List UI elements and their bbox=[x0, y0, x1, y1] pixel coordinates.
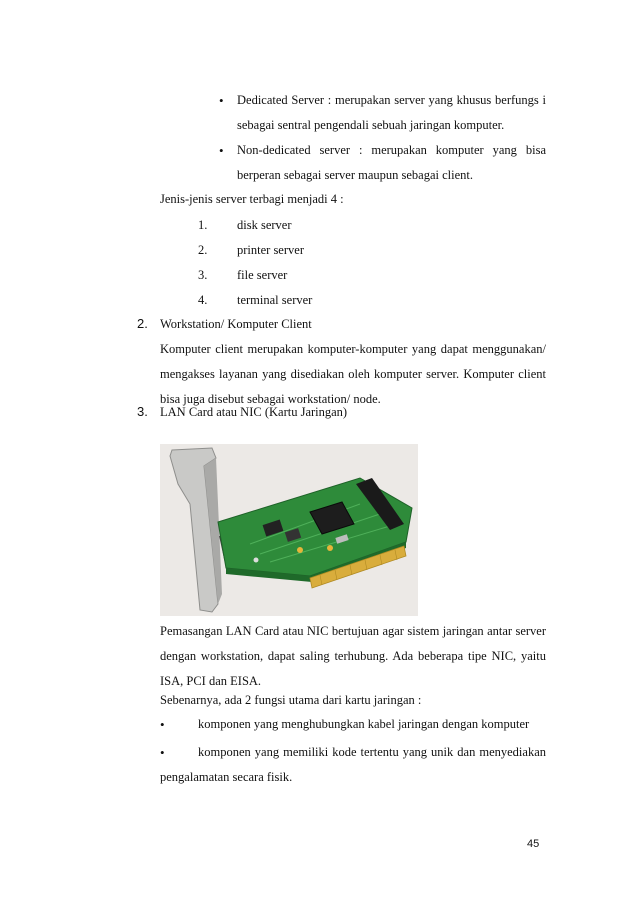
paragraph-line: bisa juga disebut sebagai workstation/ node. bbox=[160, 392, 381, 406]
bullet-dot: • bbox=[219, 143, 224, 158]
list-number: 3. bbox=[198, 268, 208, 282]
section-number: 3. bbox=[137, 404, 148, 419]
fungsi-item-continuation: pengalamatan secara fisik. bbox=[160, 770, 293, 784]
fungsi-intro: Sebenarnya, ada 2 fungsi utama dari kartu jaringan : bbox=[160, 693, 422, 707]
paragraph-line: Komputer client merupakan komputer-komputer yang dapat menggunakan/ bbox=[160, 342, 546, 356]
non-dedicated-server-line2: berperan sebagai server maupun sebagai client. bbox=[237, 168, 474, 182]
bullet-dot: • bbox=[160, 745, 165, 760]
fungsi-item: komponen yang memiliki kode tertentu yang unik dan menyediakan bbox=[198, 745, 546, 759]
paragraph-line: mengakses layanan yang disediakan oleh komputer server. Komputer client bbox=[160, 367, 546, 381]
bullet-dot: • bbox=[219, 93, 224, 108]
list-item: terminal server bbox=[237, 293, 313, 307]
list-number: 2. bbox=[198, 243, 208, 257]
paragraph-line: dengan workstation, dapat saling terhubung. Ada beberapa tipe NIC, yaitu bbox=[160, 649, 546, 663]
list-item: file server bbox=[237, 268, 288, 282]
dedicated-server-line2: sebagai sentral pengendali sebuah jaringan komputer. bbox=[237, 118, 505, 132]
list-item: printer server bbox=[237, 243, 304, 257]
lan-card-drawing bbox=[160, 444, 418, 616]
paragraph-line: Pemasangan LAN Card atau NIC bertujuan agar sistem jaringan antar server bbox=[160, 624, 546, 638]
page-number: 45 bbox=[527, 838, 540, 850]
bullet-dot: • bbox=[160, 717, 165, 732]
lan-card-image bbox=[160, 444, 418, 616]
section-title: LAN Card atau NIC (Kartu Jaringan) bbox=[160, 405, 348, 419]
list-item: disk server bbox=[237, 218, 292, 232]
non-dedicated-server-line1: Non-dedicated server : merupakan komputer yang bisa bbox=[237, 143, 546, 157]
jenis-intro: Jenis-jenis server terbagi menjadi 4 : bbox=[160, 192, 344, 206]
list-number: 1. bbox=[198, 218, 208, 232]
section-number: 2. bbox=[137, 316, 148, 331]
section-title: Workstation/ Komputer Client bbox=[160, 317, 312, 331]
dedicated-server-line1: Dedicated Server : merupakan server yang khusus berfungs i bbox=[237, 93, 546, 107]
fungsi-item: komponen yang menghubungkan kabel jaringan dengan komputer bbox=[198, 717, 530, 731]
list-number: 4. bbox=[198, 293, 208, 307]
paragraph-line: ISA, PCI dan EISA. bbox=[160, 674, 262, 688]
